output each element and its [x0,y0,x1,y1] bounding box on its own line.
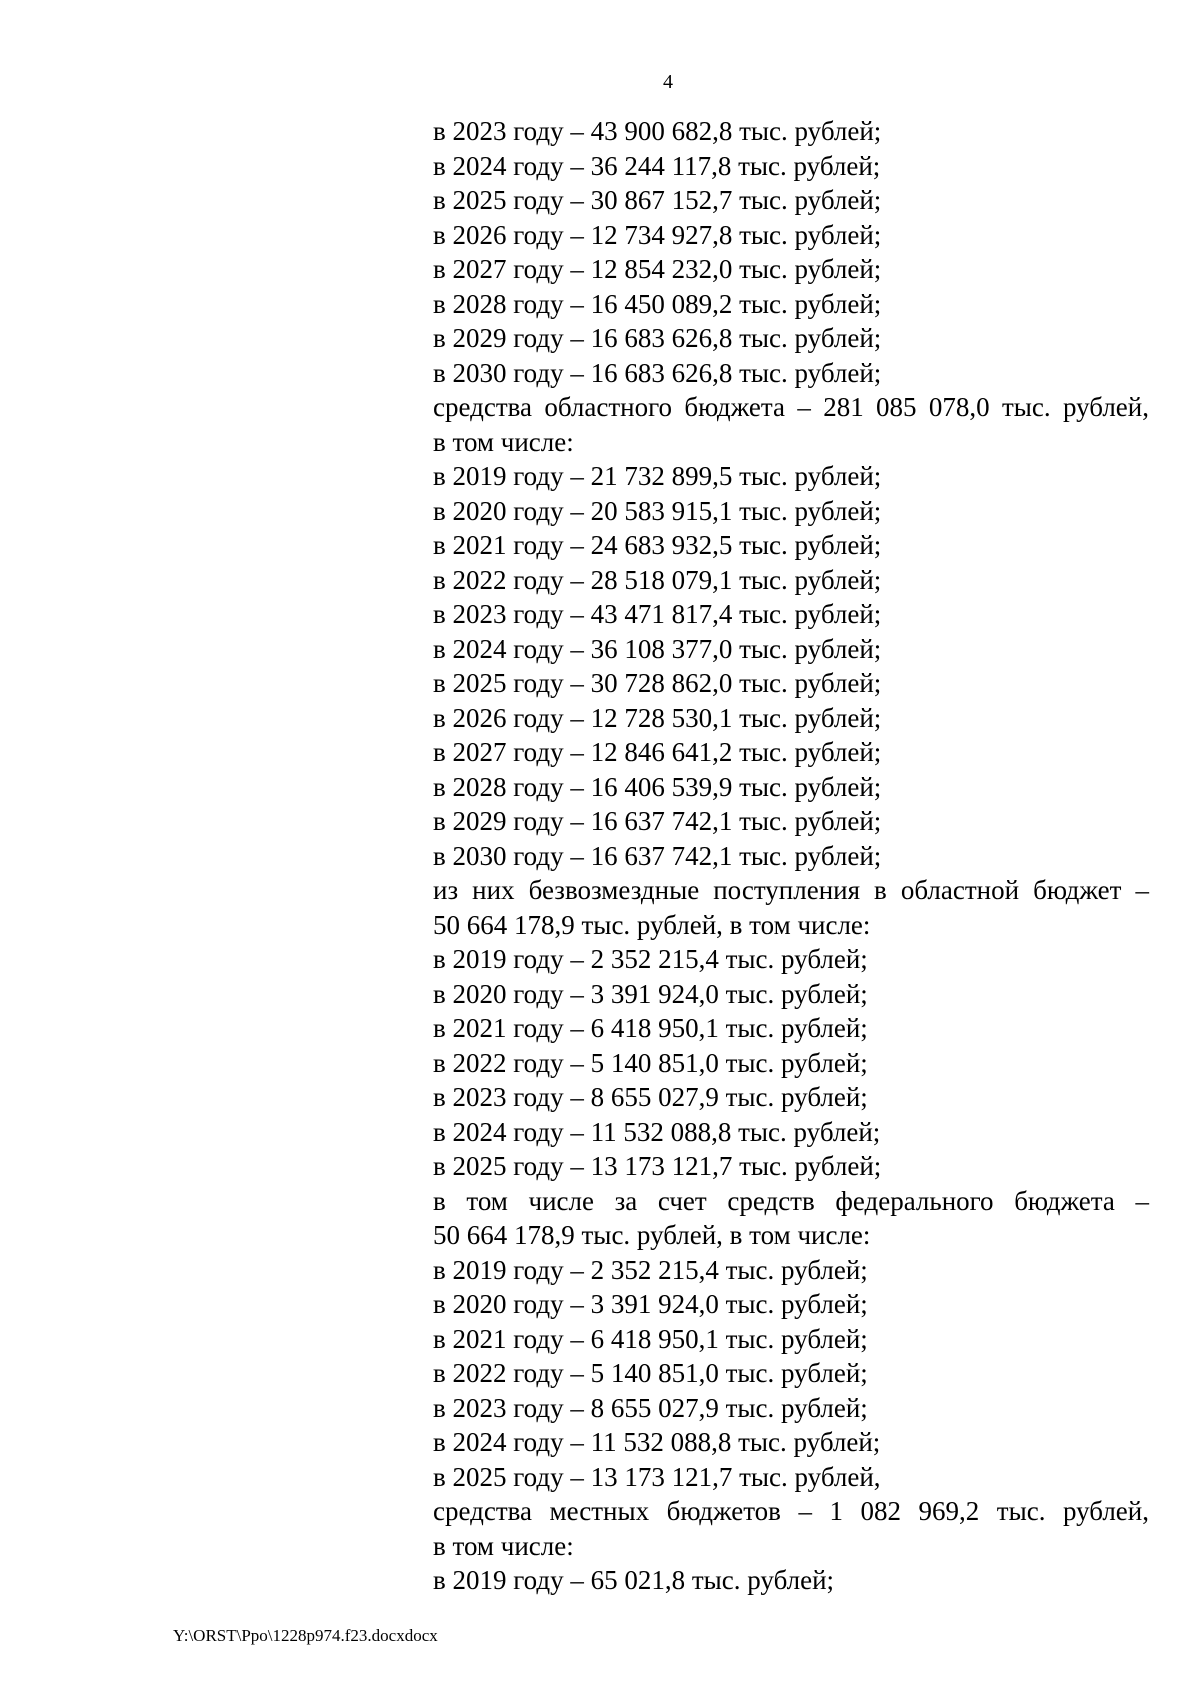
text-line: в 2023 году – 43 900 682,8 тыс. рублей; [433,116,882,146]
text-line: в 2027 году – 12 846 641,2 тыс. рублей; [433,737,882,767]
text-line: в 2027 году – 12 854 232,0 тыс. рублей; [433,254,882,284]
text-line: в 2028 году – 16 406 539,9 тыс. рублей; [433,771,882,802]
text-line: в 2024 году – 11 532 088,8 тыс. рублей; [433,1116,881,1147]
text-line: средства областного бюджета – 281 085 078,0 тыс. рублей, [433,392,1149,422]
text-line: в 2020 году – 3 391 924,0 тыс. рублей; [433,1289,868,1319]
text-line: в 2023 году – 8 655 027,9 тыс. рублей; [433,1392,868,1423]
text-line: из них безвозмездные поступления в областной бюджет – [433,875,1149,905]
text-line: в 2023 году – 43 471 817,4 тыс. рублей; [433,599,882,629]
footer-file-path: Y:\ORST\Ppo\1228p974.f23.docxdocx [173,1626,438,1645]
text-line: в том числе: [433,426,574,457]
text-line: в 2030 году – 16 683 626,8 тыс. рублей; [433,357,882,388]
document-body [433,114,1149,1598]
text-line: в 2028 году – 16 450 089,2 тыс. рублей; [433,288,882,319]
text-line: в 2025 году – 13 173 121,7 тыс. рублей, [433,1461,881,1492]
page-number: 4 [663,71,673,93]
text-line: в 2021 году – 6 418 950,1 тыс. рублей; [433,1323,868,1354]
text-line: в 2026 году – 12 734 927,8 тыс. рублей; [433,219,882,250]
text-line: в 2022 году – 5 140 851,0 тыс. рублей; [433,1358,868,1388]
text-line: 50 664 178,9 тыс. рублей, в том числе: [433,909,871,940]
text-line: в 2022 году – 28 518 079,1 тыс. рублей; [433,564,882,595]
text-line: в 2019 году – 65 021,8 тыс. рублей; [433,1565,835,1595]
text-line: в 2022 году – 5 140 851,0 тыс. рублей; [433,1047,868,1078]
text-line: в 2029 году – 16 637 742,1 тыс. рублей; [433,806,882,836]
text-line: в том числе за счет средств федерального бюджета – [433,1185,1149,1216]
text-line: 50 664 178,9 тыс. рублей, в том числе: [433,1220,871,1250]
text-line: в том числе: [433,1530,574,1561]
text-line: в 2025 году – 30 867 152,7 тыс. рублей; [433,185,882,215]
text-line: в 2025 году – 13 173 121,7 тыс. рублей; [433,1151,882,1181]
text-line: в 2019 году – 2 352 215,4 тыс. рублей; [433,944,868,974]
text-line: в 2021 году – 6 418 950,1 тыс. рублей; [433,1013,868,1043]
text-line: в 2024 году – 11 532 088,8 тыс. рублей; [433,1427,881,1457]
text-line: в 2026 году – 12 728 530,1 тыс. рублей; [433,702,882,733]
text-line: в 2019 году – 21 732 899,5 тыс. рублей; [433,461,882,491]
text-line: в 2029 году – 16 683 626,8 тыс. рублей; [433,323,882,353]
text-line: в 2021 году – 24 683 932,5 тыс. рублей; [433,530,882,560]
text-line: в 2024 году – 36 108 377,0 тыс. рублей; [433,633,882,664]
text-line: в 2020 году – 3 391 924,0 тыс. рублей; [433,978,868,1009]
text-line: в 2024 году – 36 244 117,8 тыс. рублей; [433,150,881,181]
text-line: средства местных бюджетов – 1 082 969,2 тыс. рублей, [433,1496,1149,1526]
text-line: в 2023 году – 8 655 027,9 тыс. рублей; [433,1082,868,1112]
text-line: в 2030 году – 16 637 742,1 тыс. рублей; [433,840,882,871]
text-line: в 2019 году – 2 352 215,4 тыс. рублей; [433,1254,868,1285]
text-line: в 2020 году – 20 583 915,1 тыс. рублей; [433,495,882,526]
text-line: в 2025 году – 30 728 862,0 тыс. рублей; [433,668,882,698]
